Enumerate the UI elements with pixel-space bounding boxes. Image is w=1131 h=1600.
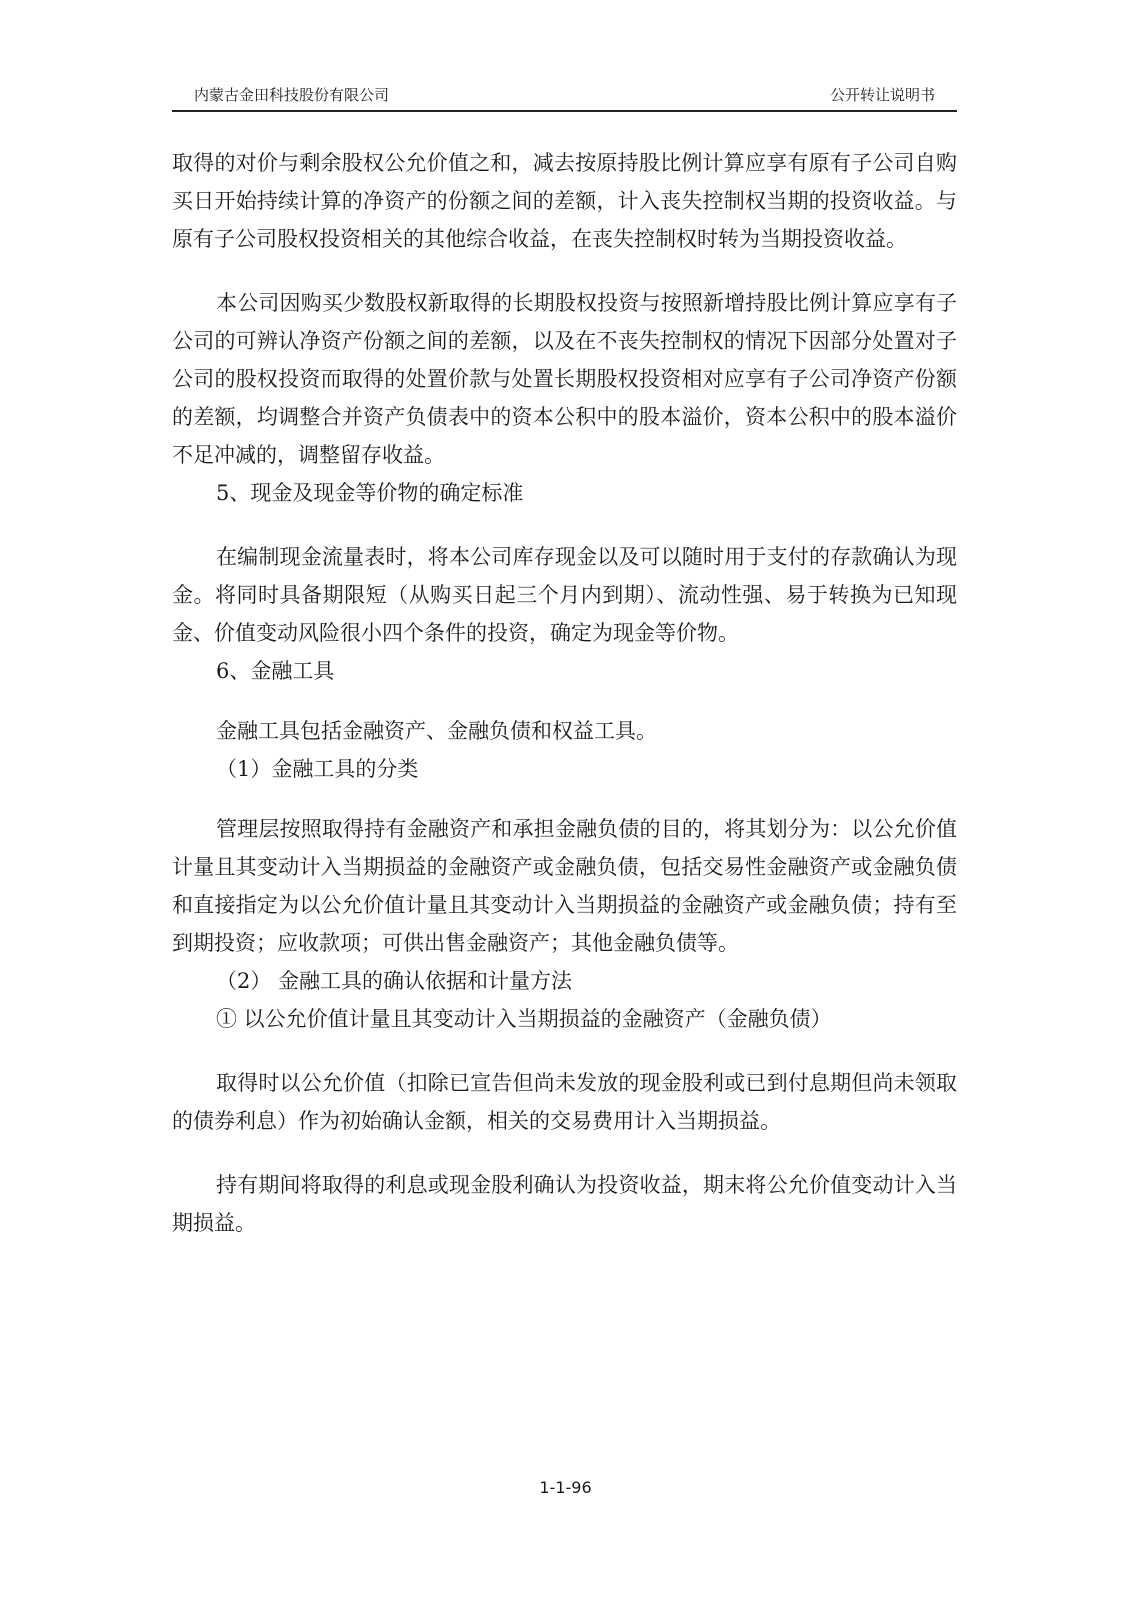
subheading-classification: （1）金融工具的分类 xyxy=(216,757,419,781)
paragraph-initial-recognition: 取得时以公允价值（扣除已宣告但尚未发放的现金股利或已到付息期但尚未领取的债券利息）作为初始确认金额，相关的交易费用计入当期损益。 xyxy=(172,1071,957,1133)
paragraph-classification: 管理层按照取得持有金融资产和承担金融负债的目的，将其划分为：以公允价值计量且其变动计入当期损益的金融资产或金融负债，包括交易性金融资产或金融负债和直接指定为以公允价值计量且其变动计入当期损益的金融资产或金融负债；持有至到期投资；应收款项；可供出售金融资产；其他金融负债等。 xyxy=(172,817,957,955)
document-body xyxy=(172,144,957,1242)
subheading-fvtpl: ① 以公允价值计量且其变动计入当期损益的金融资产（金融负债） xyxy=(216,1007,832,1031)
paragraph-continued: 取得的对价与剩余股权公允价值之和，减去按原持股比例计算应享有原有子公司自购买日开始持续计算的净资产的份额之间的差额，计入丧失控制权当期的投资收益。与原有子公司股权投资相关的其他综合收益，在丧失控制权时转为当期投资收益。 xyxy=(172,151,957,251)
paragraph-holding-period: 持有期间将取得的利息或现金股利确认为投资收益，期末将公允价值变动计入当期损益。 xyxy=(172,1173,957,1235)
page-number: 1-1-96 xyxy=(539,1478,592,1497)
section-heading-cash-equivalents: 5、现金及现金等价物的确定标准 xyxy=(216,481,524,505)
paragraph-minority-equity: 本公司因购买少数股权新取得的长期股权投资与按照新增持股比例计算应享有子公司的可辨认净资产份额之间的差额，以及在不丧失控制权的情况下因部分处置对子公司的股权投资而取得的处置价款与处置长期股权投资相对应享有子公司净资产份额的差额，均调整合并资产负债表中的资本公积中的股本溢价，资本公积中的股本溢价不足冲减的，调整留存收益。 xyxy=(172,291,957,467)
section-heading-financial-instruments: 6、金融工具 xyxy=(216,659,335,683)
paragraph-cash-equivalents: 在编制现金流量表时，将本公司库存现金以及可以随时用于支付的存款确认为现金。将同时具备期限短（从购买日起三个月内到期）、流动性强、易于转换为已知现金、价值变动风险很小四个条件的投资，确定为现金等价物。 xyxy=(172,545,957,645)
header-document-type: 公开转让说明书 xyxy=(829,86,935,104)
header-company-name: 内蒙古金田科技股份有限公司 xyxy=(194,86,390,104)
subheading-recognition-measurement: （2） 金融工具的确认依据和计量方法 xyxy=(216,969,573,993)
page-header xyxy=(172,80,957,112)
paragraph-financial-instruments-intro: 金融工具包括金融资产、金融负债和权益工具。 xyxy=(216,719,657,743)
